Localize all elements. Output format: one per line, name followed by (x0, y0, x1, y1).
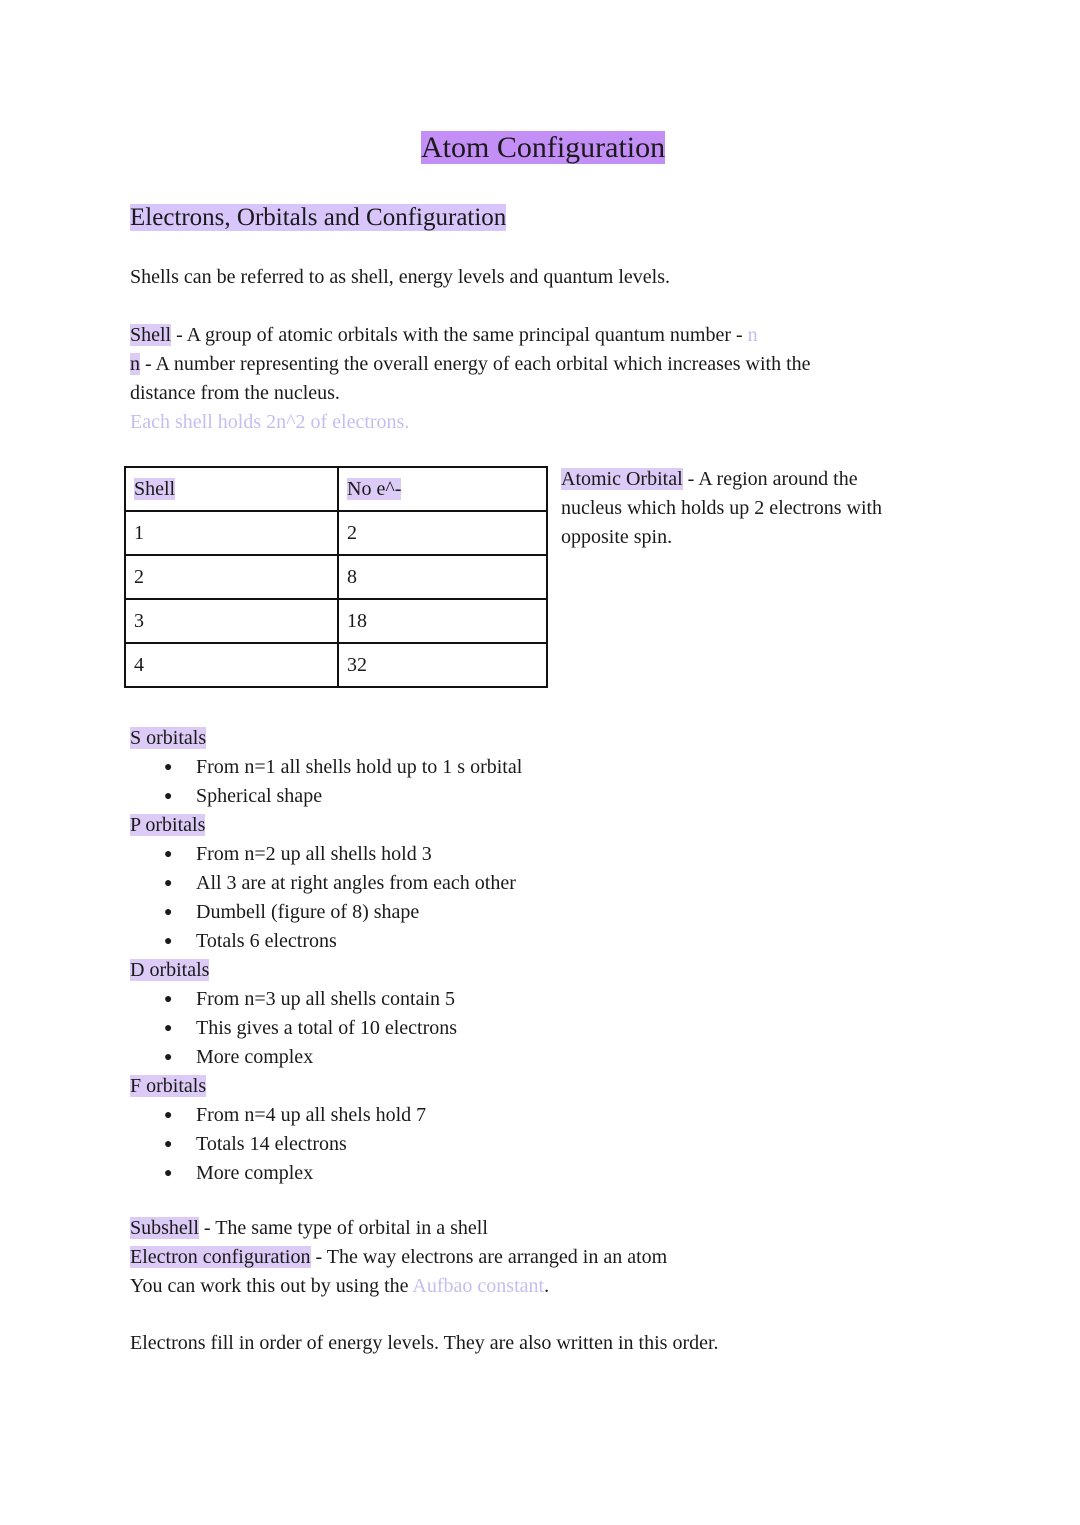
table-row: 2 8 (125, 555, 547, 599)
n-definition: n - A number representing the overall energy of each orbital which increases with the (130, 353, 811, 375)
electron-configuration-definition: Electron configuration - The way electrons are arranged in an atom (130, 1246, 668, 1268)
table-row: 3 18 (125, 599, 547, 643)
subshell-definition: Subshell - The same type of orbital in a shell (130, 1217, 488, 1239)
orbital-list (130, 724, 522, 1188)
orbital-heading: D orbitals (130, 959, 210, 981)
shell-definition: Shell - A group of atomic orbitals with the same principal quantum number - n (130, 324, 758, 346)
table-row: 4 32 (125, 643, 547, 687)
orbital-bullets (130, 753, 522, 811)
list-item: ● From n=3 up all shells contain 5 (130, 985, 522, 1014)
list-item: ● From n=2 up all shells hold 3 (130, 840, 522, 869)
atomic-orbital-definition: Atomic Orbital - A region around the nucleus which holds up 2 electrons with opposite spin. (561, 468, 883, 548)
list-item: ● From n=1 all shells hold up to 1 s orbital (130, 753, 522, 782)
list-item: ● This gives a total of 10 electrons (130, 1014, 522, 1043)
list-item: ● Spherical shape (130, 782, 522, 811)
table-row: 1 2 (125, 511, 547, 555)
fill-order-text: Electrons fill in order of energy levels. They are also written in this order. (130, 1332, 719, 1354)
list-item: ● More complex (130, 1159, 522, 1188)
orbital-heading: S orbitals (130, 727, 207, 749)
orbital-heading: F orbitals (130, 1075, 207, 1097)
table-header-row: Shell No e^- (125, 467, 547, 511)
list-item: ● Totals 14 electrons (130, 1130, 522, 1159)
orbital-bullets (130, 840, 522, 956)
list-item: ● Totals 6 electrons (130, 927, 522, 956)
list-item: ● All 3 are at right angles from each other (130, 869, 522, 898)
list-item: ● Dumbell (figure of 8) shape (130, 898, 522, 927)
aufbau-link[interactable]: Aufbao constant (412, 1275, 545, 1297)
page-title: Atom Configuration (421, 131, 666, 164)
orbital-bullets (130, 1101, 522, 1188)
shell-electron-table (124, 466, 548, 688)
n-definition-cont: distance from the nucleus. (130, 382, 340, 404)
aufbau-note: You can work this out by using the Aufbao constant. (130, 1275, 550, 1297)
list-item: ● More complex (130, 1043, 522, 1072)
section-heading: Electrons, Orbitals and Configuration (130, 204, 507, 231)
orbital-heading: P orbitals (130, 814, 206, 836)
shell-capacity-note: Each shell holds 2n^2 of electrons. (130, 411, 410, 433)
intro-text: Shells can be referred to as shell, energy levels and quantum levels. (130, 266, 671, 288)
list-item: ● From n=4 up all shels hold 7 (130, 1101, 522, 1130)
orbital-bullets (130, 985, 522, 1072)
